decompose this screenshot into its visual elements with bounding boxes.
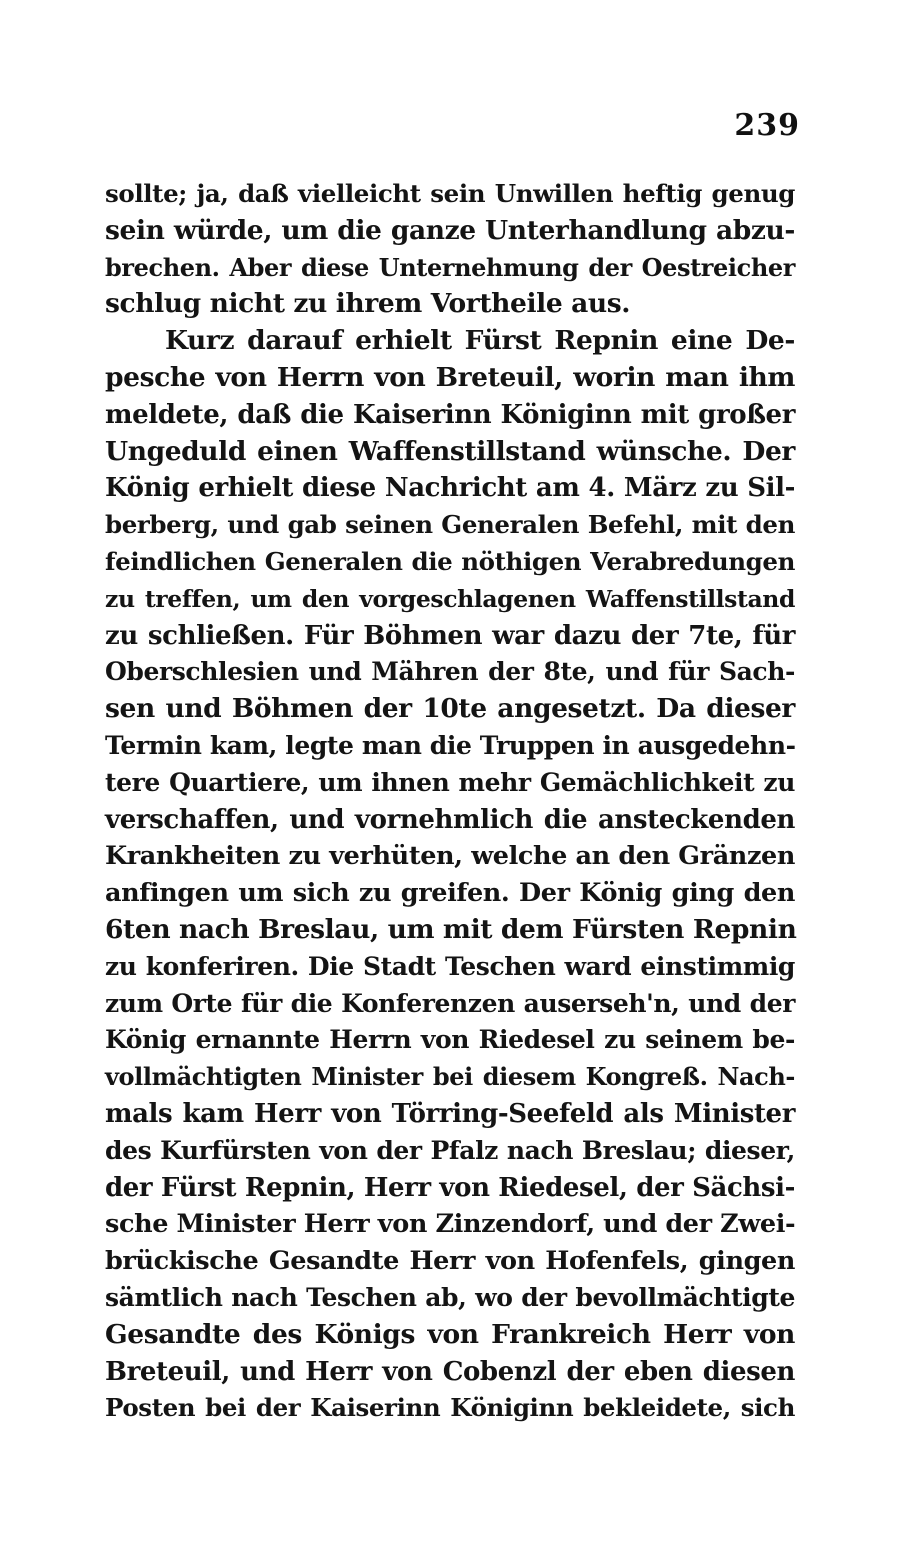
text-line: 6ten nach Breslau, um mit dem Fürsten Repnin — [105, 913, 797, 945]
text-line: feindlichen Generalen die nöthigen Verabredungen — [105, 546, 795, 576]
text-line: Oberschlesien und Mähren der 8te, und für Sach- — [105, 657, 795, 687]
text-line: berberg, und gab seinen Generalen Befehl, mit den — [105, 510, 795, 540]
text-body — [105, 176, 795, 1427]
text-line: Gesandte des Königs von Frankreich Herr von — [105, 1318, 795, 1350]
text-line: sollte; ja, daß vielleicht sein Unwillen heftig genug — [105, 179, 795, 208]
text-line: tere Quartiere, um ihnen mehr Gemächlichkeit zu — [105, 767, 795, 797]
text-line: des Kurfürsten von der Pfalz nach Breslau; dieser, — [105, 1135, 795, 1165]
text-line: sche Minister Herr von Zinzendorf, und der Zwei- — [105, 1209, 796, 1240]
text-line: brechen. Aber diese Unternehmung der Oestreicher — [105, 252, 795, 282]
text-line: König erhielt diese Nachricht am 4. März zu Sil- — [105, 473, 795, 504]
text-line: sein würde, um die ganze Unterhandlung abzu- — [105, 214, 795, 246]
text-line: meldete, daß die Kaiserinn Königinn mit großer — [105, 399, 795, 430]
text-line: sämtlich nach Teschen ab, wo der bevollmächtigte — [105, 1282, 795, 1312]
text-line: zu treffen, um den vorgeschlagenen Waffenstillstand — [105, 584, 795, 613]
text-line: verschaffen, und vornehmlich die ansteckenden — [105, 804, 795, 835]
text-line: sen und Böhmen der 10te angesetzt. Da dieser — [105, 693, 795, 725]
text-line: anfingen um sich zu greifen. Der König ging den — [105, 878, 795, 909]
text-line: schlug nicht zu ihrem Vortheile aus. — [105, 288, 631, 320]
text-line: pesche von Herrn von Breteuil, worin man ihm — [105, 361, 795, 393]
text-line: zu konferiren. Die Stadt Teschen ward einstimmig — [105, 951, 795, 981]
text-line: zu schließen. Für Böhmen war dazu der 7te, für — [105, 620, 795, 651]
page-number: 239 — [734, 108, 800, 143]
text-line: Ungeduld einen Waffenstillstand wünsche. Der — [105, 435, 795, 467]
text-line: vollmächtigten Minister bei diesem Kongreß. Nach- — [105, 1062, 795, 1092]
paragraph-start-line: Kurz darauf erhielt Fürst Repnin eine De- — [165, 325, 795, 357]
text-line: Breteuil, und Herr von Cobenzl der eben diesen — [105, 1356, 795, 1387]
text-line: Posten bei der Kaiserinn Königinn bekleidete, sich — [105, 1393, 795, 1423]
text-line: der Fürst Repnin, Herr von Riedesel, der Sächsi- — [105, 1172, 795, 1203]
text-line: mals kam Herr von Törring-Seefeld als Minister — [105, 1098, 795, 1129]
text-line: brückische Gesandte Herr von Hofenfels, gingen — [105, 1246, 795, 1277]
text-line: Krankheiten zu verhüten, welche an den Gränzen — [105, 841, 795, 872]
text-line: Termin kam, legte man die Truppen in ausgedehn- — [105, 730, 796, 760]
text-line: König ernannte Herrn von Riedesel zu seinem be- — [105, 1025, 795, 1055]
text-line: zum Orte für die Konferenzen auserseh'n, und der — [105, 988, 795, 1018]
